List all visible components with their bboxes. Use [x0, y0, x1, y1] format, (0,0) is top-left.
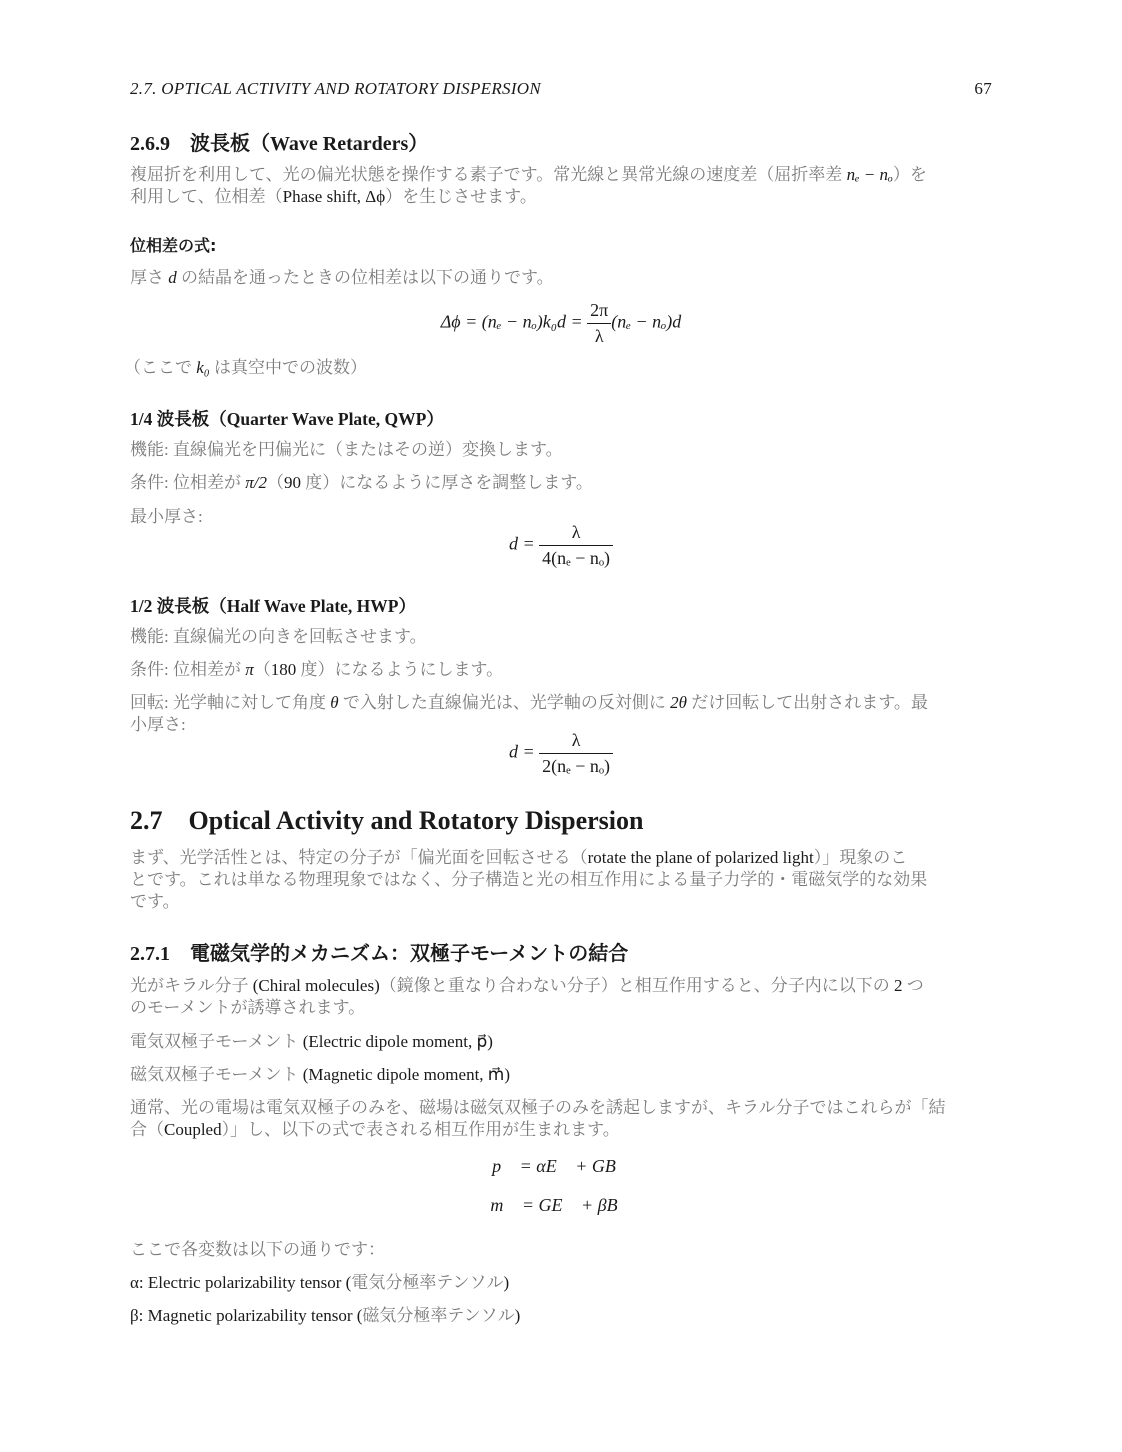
hwp-equation	[130, 730, 992, 777]
coupling-2c: Coupled	[164, 1120, 222, 1139]
eq-m: m⃗ = GE⃗ + βB⃗	[490, 1195, 632, 1215]
alpha-c: )	[503, 1273, 510, 1292]
hwp-frac-den: 2(nₑ − nₒ)	[542, 756, 611, 776]
thickness-d: d	[168, 268, 177, 287]
qwp-frac-den: 4(nₑ − nₒ)	[542, 548, 611, 568]
phase-eq-left: Δϕ = (nₑ − nₒ)k₀d =	[440, 311, 588, 332]
frac-numerator: 2π	[587, 300, 611, 324]
oa-intro-1a: まず、光学活性とは、特定の分子が「偏光面を回転させる（	[130, 848, 588, 867]
chiral-1f: のモーメントが誘導されます。	[130, 998, 366, 1017]
qwp-heading: 1/4 波長板（Quarter Wave Plate, QWP）	[130, 409, 444, 429]
qwp-equation	[130, 522, 992, 569]
coupling-paragraph	[130, 1097, 992, 1141]
coupling-2b: 合（	[130, 1120, 164, 1139]
fraction-2pi-lambda	[587, 300, 611, 347]
qwp-fraction	[539, 522, 613, 569]
qwp-pi-half: π/2	[245, 473, 267, 492]
edm-b: (Electric dipole moment, p⃗)	[302, 1032, 493, 1051]
phase-text-1: 厚さ	[130, 268, 169, 287]
k0-symbol: k₀	[196, 358, 210, 377]
hwp-frac-num: λ	[539, 730, 613, 754]
hwp-theta: θ	[330, 693, 339, 712]
running-header	[130, 79, 992, 103]
coupling-2d: ）」し、以下の式で表される相互作用が生まれます。	[221, 1120, 620, 1139]
eq-p: p⃗ = αE⃗ + GB⃗	[492, 1156, 630, 1176]
chiral-1e: つ	[902, 976, 924, 995]
chiral-1c: （鏡像と重なり合わない分子）と相互作用すると、分子内に以下の	[379, 976, 894, 995]
hwp-rot-1: 回転: 光学軸に対して角度	[130, 693, 331, 712]
phase-shift-term: Phase shift, Δϕ	[282, 187, 386, 206]
wave-retarder-intro	[130, 164, 992, 208]
oa-intro-3: です。	[130, 892, 180, 911]
qwp-eq-left: d =	[508, 533, 540, 554]
electric-dipole-item	[130, 1031, 992, 1053]
intro-text-1: 複屈折を利用して、光の偏光状態を操作する素子です。常光線と異常光線の速度差（屈折率差	[130, 165, 847, 184]
hwp-fraction	[539, 730, 613, 777]
mdm-a: 磁気双極子モーメント	[130, 1065, 303, 1084]
hwp-condition	[130, 659, 992, 681]
hwp-cond-3: 度）になるようにします。	[296, 660, 504, 679]
k0-note	[124, 357, 986, 379]
qwp-90: 90	[283, 473, 301, 492]
subsection-title-2-6-9: 2.6.9 波長板（Wave Retarders）	[130, 133, 429, 155]
qwp-condition	[130, 472, 992, 494]
magnetic-dipole-item	[130, 1064, 992, 1086]
phase-equation	[130, 300, 992, 347]
index-difference-math: nₑ − nₒ	[846, 165, 893, 184]
k0-note-1: （ここで	[124, 358, 197, 377]
hwp-function: 機能: 直線偏光の向きを回転させます。	[130, 627, 427, 646]
phase-formula-text	[130, 267, 992, 289]
beta-b: 磁気分極率テンソル	[362, 1306, 515, 1325]
intro-text-2: ）を	[892, 165, 927, 184]
qwp-min-thickness: 最小厚さ:	[130, 507, 203, 526]
qwp-function: 機能: 直線偏光を円偏光に（またはその逆）変換します。	[130, 440, 563, 459]
dipole-equation-2	[130, 1195, 992, 1216]
phase-eq-right: (nₑ − nₒ)d	[611, 311, 682, 332]
frac-denominator: λ	[594, 326, 604, 346]
dipole-equation-1	[130, 1156, 992, 1177]
chiral-1b: (Chiral molecules)	[252, 976, 380, 995]
section-title-2-7: 2.7 Optical Activity and Rotatory Dispersion	[130, 806, 644, 835]
hwp-rot-4: 小厚さ:	[130, 715, 186, 734]
oa-intro-1b: rotate the plane of polarized light	[587, 848, 814, 867]
oa-intro-2: とです。これは単なる物理現象ではなく、分子構造と光の相互作用による量子力学的・電磁気学的な効果	[130, 870, 928, 889]
chiral-1d: 2	[894, 976, 903, 995]
chiral-1a: 光がキラル分子	[130, 976, 253, 995]
beta-item	[130, 1305, 992, 1327]
variables-intro: ここで各変数は以下の通りです：	[130, 1240, 385, 1259]
hwp-rot-3: だけ回転して出射されます。最	[686, 693, 928, 712]
alpha-item	[130, 1272, 992, 1294]
hwp-2theta: 2θ	[670, 693, 687, 712]
intro-text-3: 利用して、位相差（	[130, 187, 283, 206]
intro-text-4: ）を生じさせます。	[385, 187, 537, 206]
edm-a: 電気双極子モーメント	[130, 1032, 303, 1051]
alpha-a: α: Electric polarizability tensor (	[130, 1273, 352, 1292]
phase-text-2: の結晶を通ったときの位相差は以下の通りです。	[176, 268, 554, 287]
alpha-b: 電気分極率テンソル	[351, 1273, 504, 1292]
qwp-cond-3: 度）になるように厚さを調整します。	[300, 473, 593, 492]
page-number: 67	[974, 79, 992, 98]
chiral-intro	[130, 975, 992, 1019]
k0-note-2: は真空中での波数）	[209, 358, 367, 377]
hwp-cond-1: 条件: 位相差が	[130, 660, 246, 679]
qwp-frac-num: λ	[539, 522, 613, 546]
beta-c: )	[514, 1306, 521, 1325]
running-title: 2.7. OPTICAL ACTIVITY AND ROTATORY DISPERSION	[130, 79, 542, 98]
hwp-pi: π	[245, 660, 254, 679]
phase-formula-heading: 位相差の式:	[130, 236, 217, 255]
qwp-cond-2: （	[266, 473, 284, 492]
mdm-b: (Magnetic dipole moment, m⃗)	[302, 1065, 511, 1084]
hwp-rot-2: で入射した直線偏光は、光学軸の反対側に	[338, 693, 671, 712]
qwp-cond-1: 条件: 位相差が	[130, 473, 246, 492]
hwp-heading: 1/2 波長板（Half Wave Plate, HWP）	[130, 596, 416, 616]
subsection-title-2-7-1: 2.7.1 電磁気学的メカニズム：双極子モーメントの結合	[130, 943, 629, 965]
oa-intro-1c: ）」現象のこ	[813, 848, 908, 867]
optical-activity-intro	[130, 847, 992, 913]
hwp-eq-left: d =	[508, 741, 540, 762]
coupling-2a: 通常、光の電場は電気双極子のみを、磁場は磁気双極子のみを誘起しますが、キラル分子ではこれらが「結	[130, 1098, 946, 1117]
beta-a: β: Magnetic polarizability tensor (	[130, 1306, 363, 1325]
hwp-cond-2: （	[253, 660, 271, 679]
hwp-180: 180	[270, 660, 297, 679]
